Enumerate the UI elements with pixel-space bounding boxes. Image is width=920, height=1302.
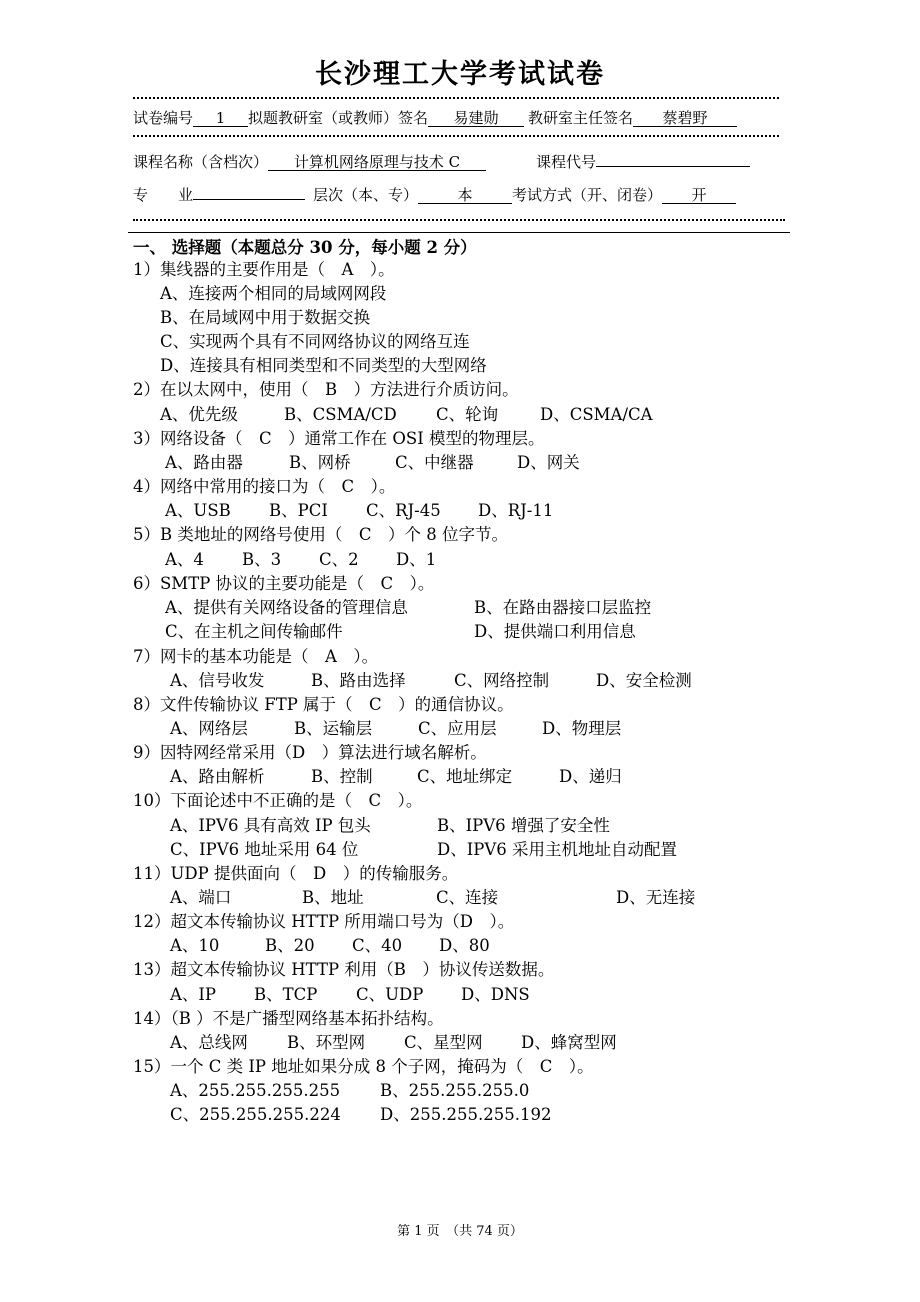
drafter-value: 易建勋 <box>428 108 524 127</box>
page-footer: 第 1 页 （共 74 页） <box>397 1224 523 1239</box>
level-label: 层次（本、专） <box>313 186 419 204</box>
question-10-option-c: C、IPV6 地址采用 64 位 <box>170 840 359 859</box>
option-b: B、20 <box>265 936 315 955</box>
option-a: A、USB <box>165 501 231 520</box>
question-6: 6）SMTP 协议的主要功能是（ C ）。 <box>133 574 435 593</box>
option-d: D、80 <box>439 936 490 955</box>
option-c: C、40 <box>352 936 403 955</box>
option-c: C、网络控制 <box>454 671 550 690</box>
question-1-option-a: A、连接两个相同的局域网网段 <box>160 284 387 303</box>
option-b: B、路由选择 <box>311 671 406 690</box>
option-a: A、路由解析 <box>170 767 265 786</box>
question-11: 11）UDP 提供面向（ D ）的传输服务。 <box>133 864 459 883</box>
option-d: D、安全检测 <box>596 671 692 690</box>
question-12-options <box>170 934 490 958</box>
major-label: 专 业 <box>133 186 194 204</box>
section-heading: 一、 选择题（本题总分 30 分，每小题 2 分） <box>133 238 477 257</box>
option-b: B、控制 <box>311 767 373 786</box>
exam-mode-value: 开 <box>662 185 736 204</box>
dotted-divider <box>133 219 785 221</box>
drafter-label: 拟题教研室（或教师）签名 <box>248 109 429 127</box>
level-value: 本 <box>418 185 512 204</box>
exam-mode-label: 考试方式（开、闭卷） <box>512 186 663 204</box>
header-row-2 <box>133 148 750 173</box>
option-d: D、RJ-11 <box>478 501 554 520</box>
option-c: C、UDP <box>356 985 424 1004</box>
option-c: C、RJ-45 <box>366 501 441 520</box>
option-a: A、优先级 <box>160 405 238 424</box>
question-2-options <box>160 403 653 427</box>
question-11-options <box>170 886 695 910</box>
option-c: C、星型网 <box>404 1033 483 1052</box>
option-b: B、3 <box>242 550 282 569</box>
question-6-option-b: B、在路由器接口层监控 <box>474 598 652 617</box>
option-d: D、无连接 <box>616 888 696 907</box>
option-a: A、信号收发 <box>170 671 265 690</box>
option-c: C、轮询 <box>436 405 499 424</box>
option-a: A、总线网 <box>170 1033 248 1052</box>
question-14: 14）（B ）不是广播型网络基本拓扑结构。 <box>133 1009 444 1028</box>
option-d: D、DNS <box>461 985 530 1004</box>
header-row-3 <box>133 181 736 206</box>
question-13: 13）超文本传输协议 HTTP 利用（B ）协议传送数据。 <box>133 960 555 979</box>
question-5: 5）B 类地址的网络号使用（ C ）个 8 位字节。 <box>133 525 508 544</box>
question-15-option-c: C、255.255.255.224 <box>170 1105 341 1124</box>
option-b: B、环型网 <box>287 1033 366 1052</box>
option-d: D、蜂窝型网 <box>521 1033 617 1052</box>
page-title: 长沙理工大学考试试卷 <box>315 59 605 90</box>
question-6-option-c: C、在主机之间传输邮件 <box>165 622 343 641</box>
question-15-option-a: A、255.255.255.255 <box>170 1081 341 1100</box>
director-value: 蔡碧野 <box>633 108 737 127</box>
course-label: 课程名称（含档次） <box>133 153 269 171</box>
question-1-option-c: C、实现两个具有不同网络协议的网络互连 <box>160 332 470 351</box>
director-label: 教研室主任签名 <box>528 109 634 127</box>
option-d: D、CSMA/CA <box>540 405 653 424</box>
option-a: A、端口 <box>170 888 232 907</box>
option-c: C、2 <box>319 550 359 569</box>
question-1-option-b: B、在局域网中用于数据交换 <box>160 308 371 327</box>
option-d: D、递归 <box>559 767 622 786</box>
question-10-option-d: D、IPV6 采用主机地址自动配置 <box>437 840 678 859</box>
question-6-option-a: A、提供有关网络设备的管理信息 <box>165 598 408 617</box>
question-9: 9）因特网经常采用（D ）算法进行域名解析。 <box>133 743 487 762</box>
option-b: B、网桥 <box>289 453 351 472</box>
question-4: 4）网络中常用的接口为（ C ）。 <box>133 477 396 496</box>
option-d: D、1 <box>396 550 437 569</box>
question-10-option-b: B、IPV6 增强了安全性 <box>437 816 610 835</box>
option-b: B、地址 <box>302 888 364 907</box>
option-d: D、物理层 <box>542 719 622 738</box>
question-7-options <box>170 669 692 693</box>
question-10-option-a: A、IPV6 具有高效 IP 包头 <box>170 816 371 835</box>
paper-no-label: 试卷编号 <box>133 109 194 127</box>
question-10: 10）下面论述中不正确的是（ C ）。 <box>133 791 423 810</box>
question-15-option-d: D、255.255.255.192 <box>380 1105 552 1124</box>
question-2: 2）在以太网中，使用（ B ）方法进行介质访问。 <box>133 380 519 399</box>
question-1-option-d: D、连接具有相同类型和不同类型的大型网络 <box>160 356 487 375</box>
option-a: A、路由器 <box>165 453 243 472</box>
question-5-options <box>165 548 436 572</box>
question-3-options <box>165 451 580 475</box>
course-value: 计算机网络原理与技术 C <box>268 152 486 171</box>
option-b: B、CSMA/CD <box>284 405 397 424</box>
paper-no-value: 1 <box>193 108 248 127</box>
question-13-options <box>170 983 530 1007</box>
question-6-option-d: D、提供端口利用信息 <box>474 622 636 641</box>
option-a: A、网络层 <box>170 719 248 738</box>
question-8-options <box>170 717 621 741</box>
option-d: D、网关 <box>517 453 580 472</box>
option-c: C、应用层 <box>418 719 497 738</box>
course-code-label: 课程代号 <box>536 153 597 171</box>
question-15-option-b: B、255.255.255.0 <box>380 1081 530 1100</box>
option-c: C、地址绑定 <box>417 767 513 786</box>
question-7: 7）网卡的基本功能是（ A ）。 <box>133 647 379 666</box>
question-15: 15）一个 C 类 IP 地址如果分成 8 个子网，掩码为（ C ）。 <box>133 1057 594 1076</box>
option-b: B、TCP <box>254 985 318 1004</box>
header-row-1 <box>133 107 737 129</box>
option-a: A、10 <box>170 936 220 955</box>
question-3: 3）网络设备（ C ）通常工作在 OSI 模型的物理层。 <box>133 429 545 448</box>
course-code-value <box>596 148 750 167</box>
question-1: 1）集线器的主要作用是（ A ）。 <box>133 260 395 279</box>
question-12: 12）超文本传输协议 HTTP 所用端口号为（D ）。 <box>133 912 515 931</box>
option-c: C、中继器 <box>395 453 474 472</box>
dotted-divider <box>133 135 779 137</box>
question-14-options <box>170 1031 617 1055</box>
option-c: C、连接 <box>436 888 499 907</box>
option-a: A、IP <box>170 985 217 1004</box>
question-9-options <box>170 765 622 789</box>
option-b: B、PCI <box>269 501 328 520</box>
solid-divider <box>128 232 790 233</box>
dotted-divider <box>133 97 779 99</box>
option-a: A、4 <box>165 550 204 569</box>
major-value <box>193 181 305 200</box>
question-4-options <box>165 499 553 523</box>
question-8: 8）文件传输协议 FTP 属于（ C ）的通信协议。 <box>133 695 514 714</box>
option-b: B、运输层 <box>294 719 373 738</box>
